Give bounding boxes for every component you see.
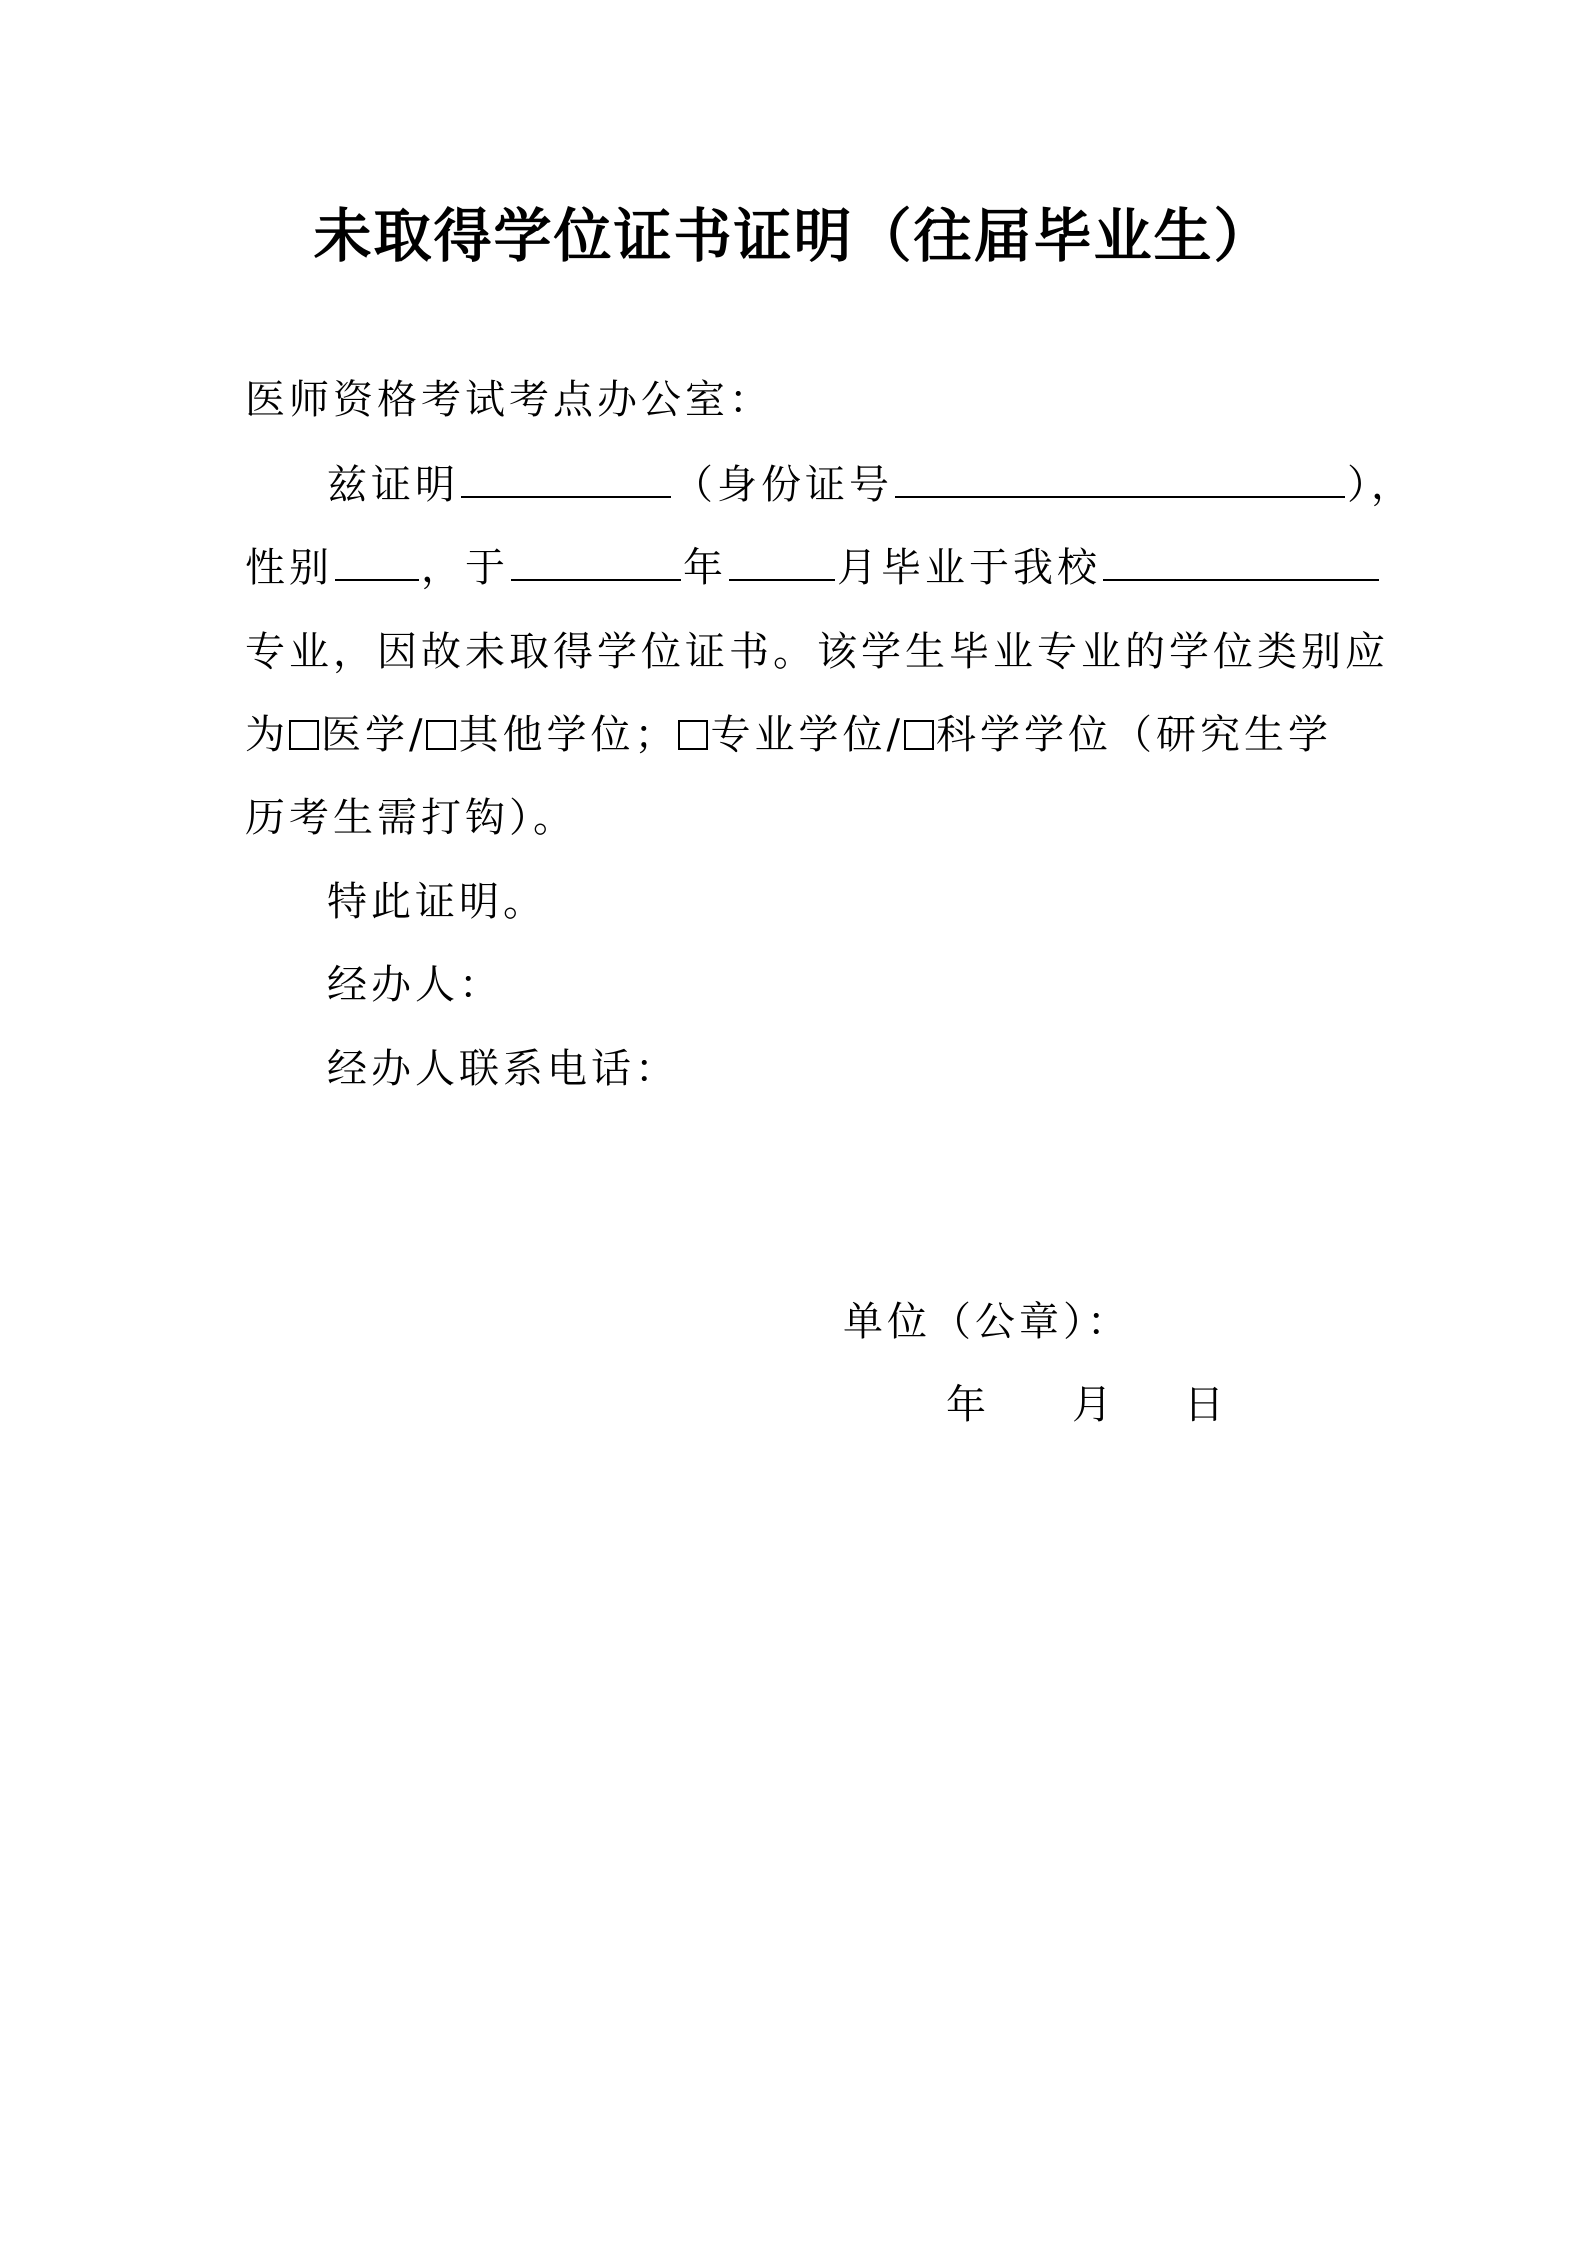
- handler-phone-label: 经办人联系电话：: [327, 1046, 679, 1092]
- degree-type-prefix: 为: [245, 712, 289, 758]
- document-title: 未取得学位证书证明（往届毕业生）: [313, 202, 1274, 270]
- closing-paren: ），: [1347, 462, 1415, 508]
- unit-seal-label: 单位（公章）：: [843, 1299, 1131, 1345]
- certify-line: [327, 455, 1415, 515]
- addressee: 医师资格考试考点办公室：: [245, 377, 773, 423]
- id-number-label: （身份证号: [673, 462, 893, 508]
- option-professional: 专业学位/: [710, 712, 904, 758]
- gender-label: 性别: [245, 545, 333, 591]
- date-day: 日: [1184, 1382, 1224, 1428]
- at-label: ，于: [421, 545, 509, 591]
- name-blank[interactable]: [461, 456, 671, 498]
- graduation-line: [245, 538, 1381, 598]
- handler-label: 经办人：: [327, 962, 503, 1008]
- date-year: 年: [946, 1382, 986, 1428]
- checkbox-academic[interactable]: [904, 720, 934, 750]
- year-label: 年: [683, 545, 727, 591]
- option-medical: 医学/: [321, 712, 427, 758]
- checkbox-professional[interactable]: [678, 720, 708, 750]
- gender-blank[interactable]: [335, 539, 419, 581]
- month-blank[interactable]: [729, 539, 835, 581]
- checkbox-medical[interactable]: [289, 720, 319, 750]
- date-month: 月: [1072, 1382, 1112, 1428]
- id-number-blank[interactable]: [895, 456, 1345, 498]
- checkmark-note: 历考生需打钩）。: [245, 795, 577, 841]
- option-academic: 科学学位（研究生学: [935, 712, 1332, 758]
- certify-label: 兹证明: [327, 462, 459, 508]
- degree-type-line: [245, 705, 1332, 765]
- major-line: 专业，因故未取得学位证书。该学生毕业专业的学位类别应: [245, 629, 1389, 675]
- option-other-degree: 其他学位；: [458, 712, 679, 758]
- graduated-label: 月毕业于我校: [837, 545, 1101, 591]
- closing-statement: 特此证明。: [327, 879, 547, 925]
- checkbox-other-degree[interactable]: [426, 720, 456, 750]
- major-blank[interactable]: [1103, 539, 1379, 581]
- year-blank[interactable]: [511, 539, 681, 581]
